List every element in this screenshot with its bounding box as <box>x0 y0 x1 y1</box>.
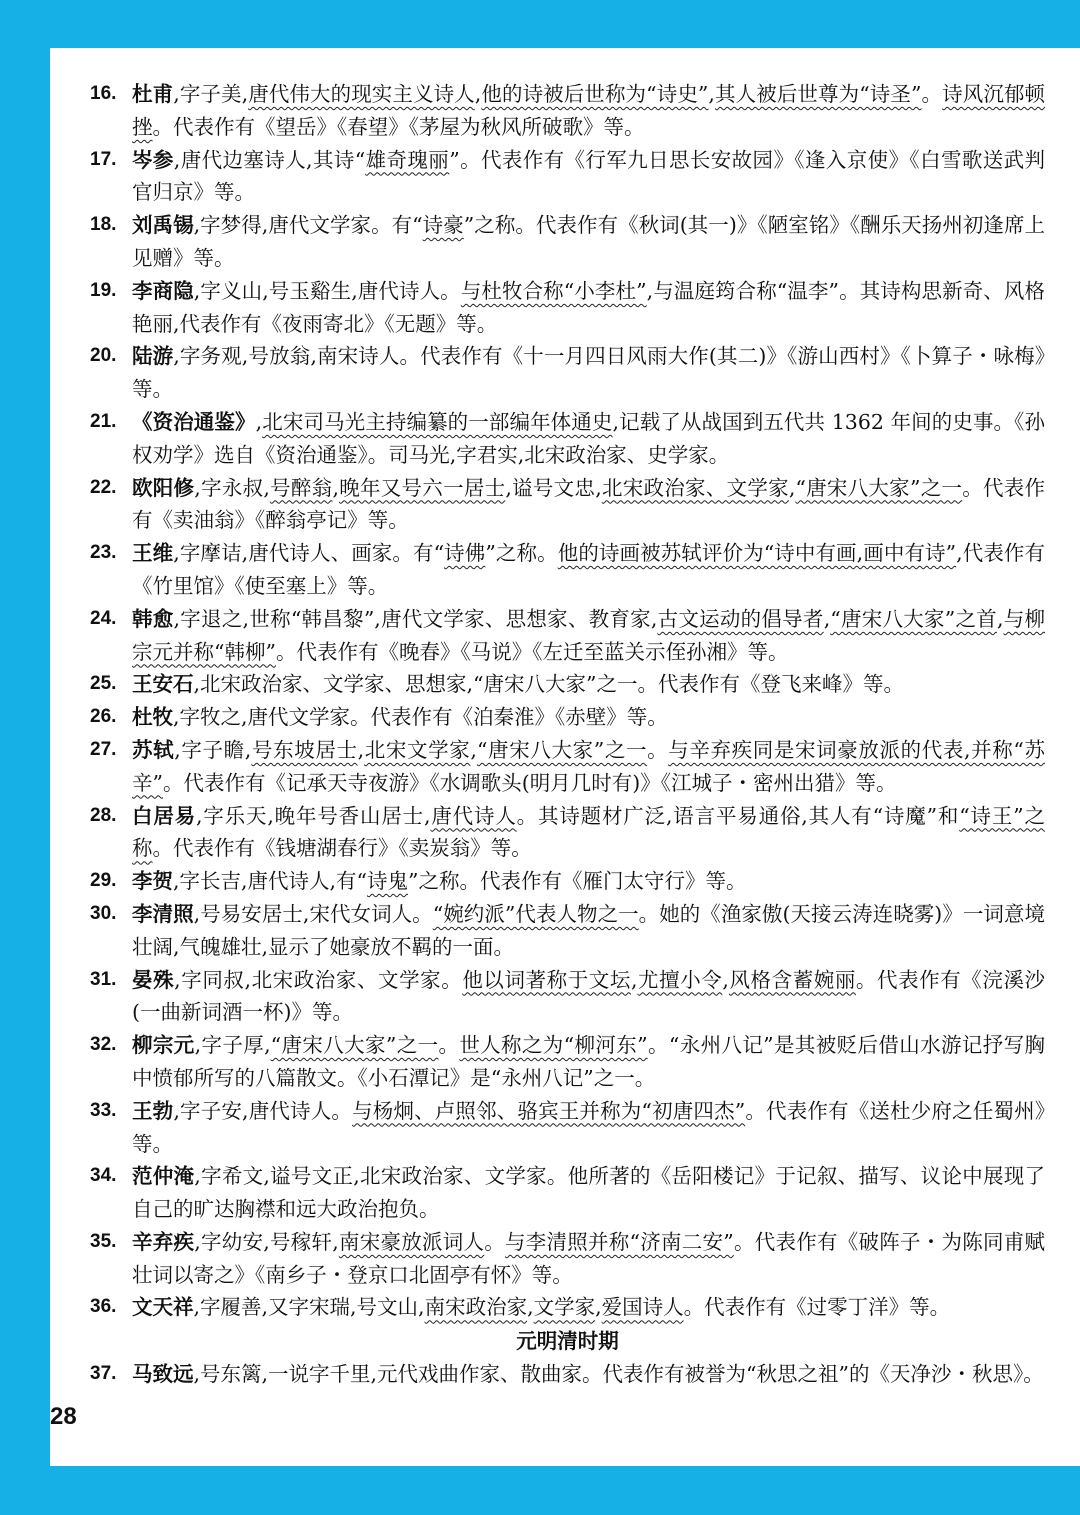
entry-text: ,字子厚, <box>194 1033 271 1058</box>
entry <box>90 406 1045 472</box>
entry-text: , <box>708 82 715 106</box>
entry-number: 27. <box>90 738 117 760</box>
entry-name: 马致远 <box>132 1362 194 1387</box>
entry-underlined-text: 唐代诗人 <box>430 803 517 828</box>
entry-text: ,字梦得,唐代文学家。有“ <box>193 213 423 238</box>
entry-text: ,记载了从战国到五代共 1362 年间的史事。《孙权劝学》选自《资治通鉴》。司马光,字君实,北宋政治家、史学家。 <box>132 409 1046 467</box>
entry-underlined-text: 南宋豪放派词人 <box>338 1229 485 1254</box>
entry-number: 29. <box>90 870 117 892</box>
entry-text: ”之称。代表作有《雁门太守行》等。 <box>408 869 747 894</box>
entry <box>90 1291 1045 1324</box>
entry-underlined-text: 其人被后世尊为“诗圣” <box>714 82 922 106</box>
entry-text: ,字牧之,唐代文学家。代表作有《泊秦淮》《赤壁》等。 <box>173 705 668 730</box>
section-title: 元明清时期 <box>516 1329 619 1354</box>
entry-name: 辛弃疾 <box>132 1229 195 1254</box>
entry-text: , <box>630 967 638 992</box>
entry-text: ,字履善,又字宋瑞,号文山, <box>193 1295 425 1320</box>
entry-underlined-text: 与柳宗元并称“韩柳” <box>132 606 1046 664</box>
entry-text: 。 <box>647 737 669 762</box>
entry-text: 。 <box>484 1229 506 1254</box>
entry-text: ”。代表作有《行军九日思长安故园》《逢入京使》《白雪歌送武判官归京》等。 <box>132 147 1046 205</box>
entry-number: 21. <box>90 410 117 432</box>
entry-text: ,与温庭筠合称“温李”。其诗构思新奇、风格艳丽,代表作有《夜雨寄北》《无题》等。 <box>132 278 1045 336</box>
entry-underlined-text: 诗鬼 <box>367 869 409 894</box>
entry-underlined-text: “唐宋八大家”之一 <box>795 475 963 500</box>
entry <box>90 78 1045 144</box>
entry <box>90 1095 1045 1161</box>
entry-text: , <box>332 475 339 500</box>
entry-text: ,字摩诘,唐代诗人、画家。有“ <box>173 541 445 566</box>
entry-text: ,字子瞻, <box>174 737 252 762</box>
entry-text: , <box>722 967 729 992</box>
entries-list <box>90 78 1045 1324</box>
entry-text: ”之称。代表作有《秋词(其一)》《陋室铭》《酬乐天扬州初逢席上见赠》等。 <box>132 213 1045 270</box>
entry-number: 35. <box>90 1230 117 1252</box>
entry-text: 。代表作有《晚春》《马说》《左迁至蓝关示侄孙湘》等。 <box>275 639 789 664</box>
entry-text: ,字退之,世称“韩昌黎”,唐代文学家、思想家、教育家, <box>173 606 658 631</box>
entry-underlined-text: “唐宋八大家”之一 <box>270 1033 439 1058</box>
entry-underlined-text: 北宋司马光主持编纂的一部编年体通史 <box>262 409 613 434</box>
entry-text: ,唐代边塞诗人,其诗“ <box>173 147 366 172</box>
entry-text: , <box>788 475 796 500</box>
entry <box>90 1029 1045 1095</box>
entry-name: 杜牧 <box>132 705 173 730</box>
entry-name: 李清照 <box>132 901 194 926</box>
entry <box>90 209 1045 275</box>
entry-text: , <box>357 737 365 762</box>
entries-list-yuan-ming-qing <box>90 1358 1045 1391</box>
entry <box>90 472 1045 538</box>
page-number: 28 <box>50 1403 77 1430</box>
entry-number: 17. <box>90 148 117 170</box>
entry-text: 。代表作有《浣溪沙(一曲新词酒一杯)》等。 <box>132 967 1046 1025</box>
entry-name: 范仲淹 <box>132 1164 195 1189</box>
entry-text: ,字同叔,北宋政治家、文学家。 <box>174 967 463 992</box>
entry-text: 。代表作有《记承天寺夜游》《水调歌头(明月几时有)》《江城子・密州出猎》等。 <box>162 770 897 795</box>
entry-text: , <box>470 737 477 762</box>
entry <box>90 1358 1045 1391</box>
entry-text: , <box>996 606 1004 631</box>
entry-name: 刘禹锡 <box>132 213 194 238</box>
entry-underlined-text: 他以词著称于文坛 <box>462 967 631 992</box>
entry-text: ,字义山,号玉谿生,唐代诗人。 <box>193 278 461 303</box>
entry-text: ,字永叔, <box>194 475 270 500</box>
entry-name: 陆游 <box>132 344 174 369</box>
entry-text: , <box>823 606 831 631</box>
entry-underlined-text: 与杨炯、卢照邻、骆宾王并称为“初唐四杰” <box>352 1098 746 1123</box>
entry-underlined-text: 世人称之为“柳河东” <box>459 1033 648 1058</box>
entry-underlined-text: 北宋政治家、文学家 <box>601 475 789 500</box>
entry-text: , <box>474 82 482 106</box>
entry-name: 王维 <box>132 541 174 566</box>
entry-underlined-text: 与辛弃疾同是宋词豪放派的代表,并称“苏辛” <box>132 737 1046 795</box>
entry-underlined-text: 古文运动的倡导者 <box>657 606 824 631</box>
entry-number: 25. <box>90 673 117 695</box>
entry <box>90 964 1045 1030</box>
entry-text: 。代表作有《过零丁洋》等。 <box>683 1295 951 1320</box>
entry-underlined-text: “诗王”之称 <box>132 803 1045 861</box>
entry-underlined-text: 风格含蓄婉丽 <box>728 967 856 992</box>
entry-number: 16. <box>90 83 117 104</box>
entry-text: ,字长吉,唐代诗人,有“ <box>173 869 368 894</box>
entry-underlined-text: 雄奇瑰丽 <box>365 147 450 172</box>
entry-name: 文天祥 <box>132 1295 194 1320</box>
entry-number: 33. <box>90 1099 117 1121</box>
entry <box>90 275 1045 341</box>
entry-underlined-text: 诗豪 <box>422 213 464 238</box>
entry-name: 李贺 <box>132 869 173 894</box>
entry-number: 26. <box>90 706 117 728</box>
entry-text: 。 <box>438 1033 460 1058</box>
entry-text: 。代表作有《钱塘湖春行》《卖炭翁》等。 <box>152 836 532 861</box>
entry-text: 。其诗题材广泛,语言平易通俗,其人有“诗魔”和 <box>516 803 960 828</box>
entry-text: 。代表作有《送杜少府之任蜀州》等。 <box>132 1098 1045 1156</box>
content <box>90 78 1045 1391</box>
entry-underlined-text: 尤擅小令 <box>637 967 723 992</box>
entry-text: ,字务观,号放翁,南宋诗人。代表作有《十一月四日风雨大作(其二)》《游山西村》《卜算子・咏梅》等。 <box>132 344 1046 402</box>
entry-text: ,字子美, <box>173 82 249 106</box>
entry-text: ,代表作有《竹里馆》《使至塞上》等。 <box>132 541 1046 598</box>
entry-text: 。代表作有《望岳》《春望》《茅屋为秋风所破歌》等。 <box>152 114 645 139</box>
entry-number: 18. <box>90 214 117 236</box>
entry-underlined-text: 爱国诗人 <box>601 1295 684 1320</box>
entry-name: 白居易 <box>132 803 196 828</box>
entry-underlined-text: 唐代伟大的现实主义诗人 <box>248 82 475 106</box>
page-sheet <box>50 48 1080 1466</box>
entry-number: 23. <box>90 542 117 564</box>
entry-underlined-text: 他的诗被后世称为“诗史” <box>481 82 709 106</box>
entry-number: 28. <box>90 804 117 826</box>
entry-underlined-text: 他的诗画被苏轼评价为“诗中有画,画中有诗” <box>557 541 957 566</box>
entry-text: 。“永州八记”是其被贬后借山水游记抒写胸中愤郁所写的八篇散文。《小石潭记》是“永州八记”之一。 <box>132 1033 1045 1090</box>
entry-underlined-text: 号醉翁 <box>269 475 333 500</box>
entry-name: 岑参 <box>132 147 174 172</box>
entry-name: 欧阳修 <box>132 475 195 500</box>
entry-text: ,北宋政治家、文学家、思想家,“唐宋八大家”之一。代表作有《登飞来峰》等。 <box>193 672 904 697</box>
entry <box>90 734 1045 800</box>
entry <box>90 537 1045 603</box>
entry-text: ”之称。 <box>485 541 558 566</box>
entry-underlined-text: 号东坡居士 <box>251 737 358 762</box>
entry-name: 柳宗元 <box>132 1033 195 1058</box>
entry <box>90 865 1045 898</box>
entry <box>90 1226 1045 1292</box>
entry-text: ,字乐天,晚年号香山居士, <box>196 803 431 828</box>
entry-text: , <box>527 1295 534 1320</box>
entry <box>90 800 1045 866</box>
entry-text: ,号东篱,一说字千里,元代戏曲作家、散曲家。代表作有被誉为“秋思之祖”的《天净沙・秋思》。 <box>193 1362 1044 1387</box>
entry <box>90 144 1045 210</box>
entry-number: 31. <box>90 968 117 990</box>
entry-underlined-text: 北宋文学家 <box>364 737 471 762</box>
entry <box>90 340 1045 406</box>
entry-text: 。她的《渔家傲(天接云涛连晓雾)》一词意境壮阔,气魄雄壮,显示了她豪放不羁的一面。 <box>132 901 1046 959</box>
entry-number: 19. <box>90 279 117 301</box>
entry-underlined-text: 与杜牧合称“小李杜” <box>460 278 647 303</box>
entry-text: ,字幼安,号稼轩, <box>194 1229 339 1254</box>
entry-number: 32. <box>90 1034 117 1056</box>
entry-underlined-text: 诗佛 <box>444 541 486 566</box>
entry <box>90 1160 1045 1226</box>
entry-text: , <box>255 409 263 434</box>
entry-underlined-text: 诗风沉郁顿挫 <box>132 82 1046 139</box>
entry <box>90 603 1045 669</box>
entry-text: ,号易安居士,宋代女词人。 <box>193 901 433 926</box>
entry-number: 30. <box>90 902 117 924</box>
entry-name: 《资治通鉴》 <box>132 409 256 434</box>
entry-underlined-text: “唐宋八大家”之一 <box>476 737 648 762</box>
entry-underlined-text: “婉约派”代表人物之一 <box>432 901 639 926</box>
entry-number: 36. <box>90 1296 117 1318</box>
entry-underlined-text: 晚年又号六一居士 <box>338 475 506 500</box>
entry-text: ,字子安,唐代诗人。 <box>173 1098 353 1123</box>
entry-underlined-text: 与李清照并称“济南二安” <box>505 1229 734 1254</box>
entry-text: ,字希文,谥号文正,北宋政治家、文学家。他所著的《岳阳楼记》于记叙、描写、议论中展现了自己的旷达胸襟和远大政治抱负。 <box>132 1164 1045 1222</box>
entry-text: , <box>595 1295 602 1320</box>
entry-number: 37. <box>90 1363 117 1385</box>
entry-text: 。 <box>921 82 943 106</box>
entry-name: 杜甫 <box>132 82 174 106</box>
entry <box>90 668 1045 701</box>
entry <box>90 701 1045 734</box>
entry-text: ,谥号文忠, <box>505 475 602 500</box>
entry-underlined-text: 文学家 <box>533 1295 596 1320</box>
entry-name: 王勃 <box>132 1098 174 1123</box>
entry-text: 。代表作有《卖油翁》《醉翁亭记》等。 <box>132 475 1046 533</box>
entry-number: 34. <box>90 1165 117 1187</box>
entry-name: 李商隐 <box>132 278 194 303</box>
entry-name: 晏殊 <box>132 967 175 992</box>
entry-underlined-text: 南宋政治家 <box>424 1295 528 1320</box>
entry-number: 24. <box>90 607 117 629</box>
entry-text: 。代表作有《破阵子・为陈同甫赋壮词以寄之》《南乡子・登京口北固亭有怀》等。 <box>132 1229 1045 1287</box>
entry-underlined-text: “唐宋八大家”之首 <box>830 606 997 631</box>
entry-name: 韩愈 <box>132 606 174 631</box>
entry-name: 苏轼 <box>132 737 175 762</box>
entry-name: 王安石 <box>132 672 194 697</box>
entry-number: 20. <box>90 345 117 367</box>
entry <box>90 898 1045 964</box>
entry-number: 22. <box>90 476 117 498</box>
